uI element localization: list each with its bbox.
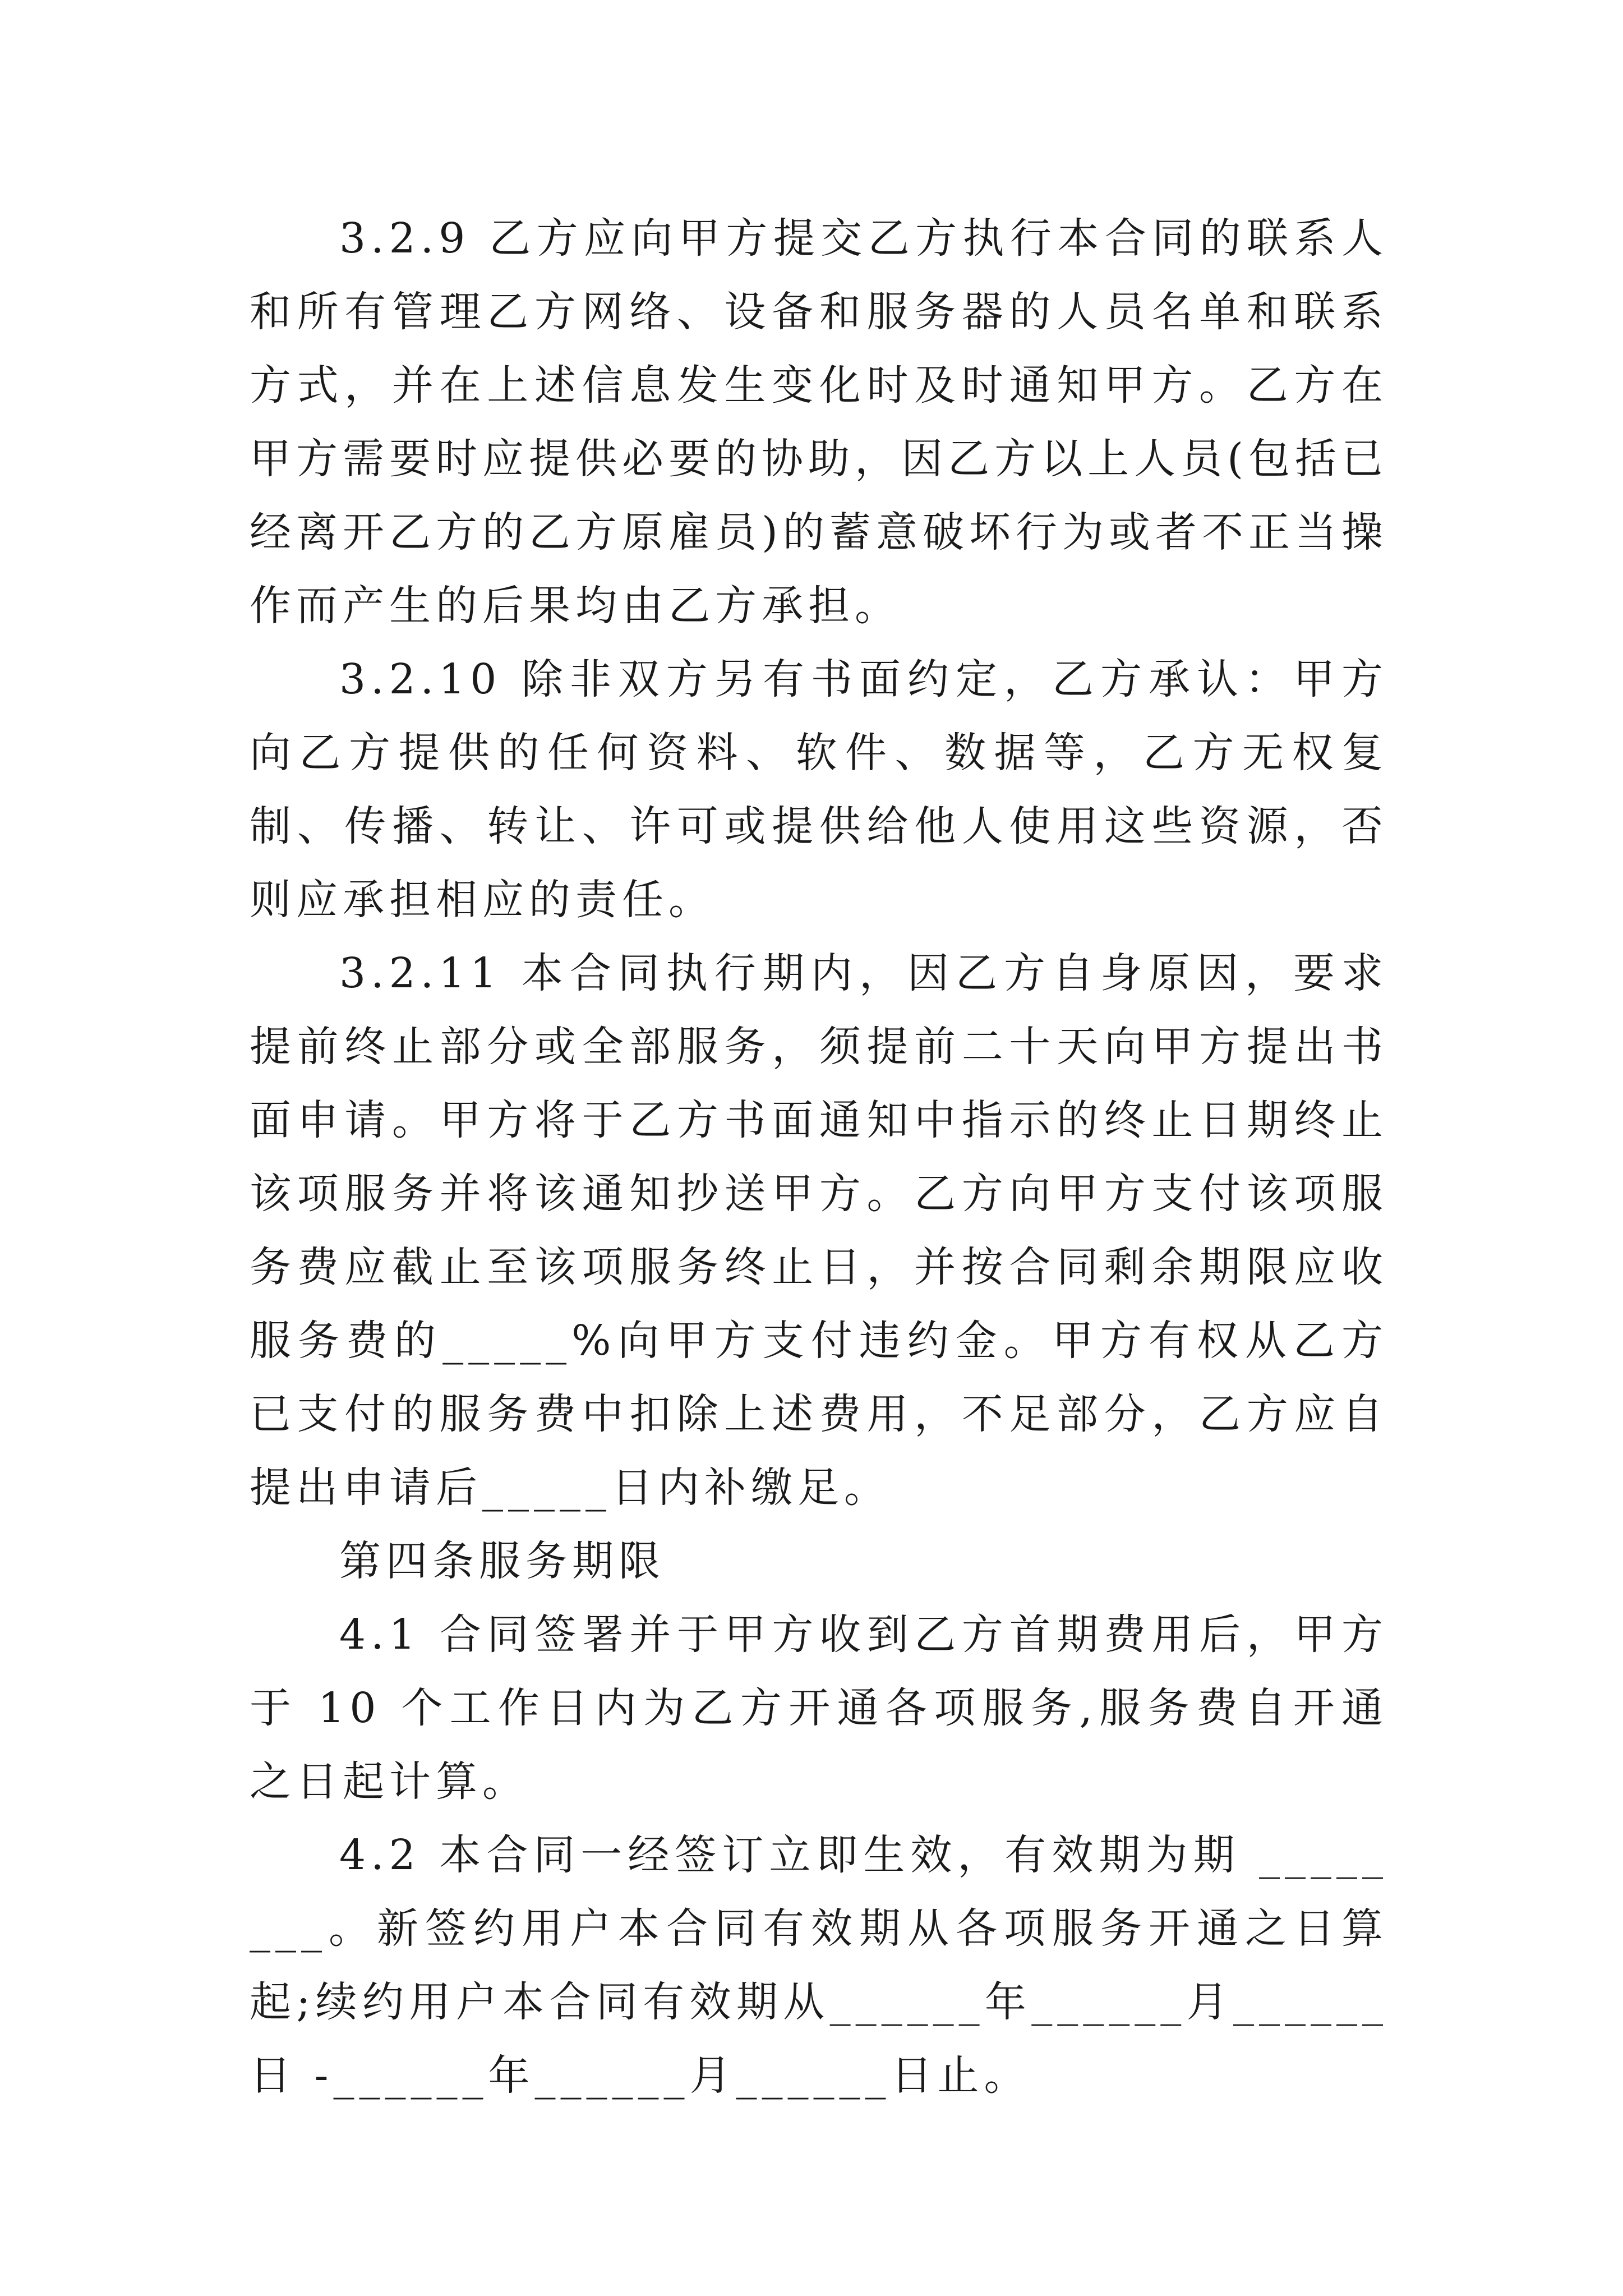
clause-3-2-11: 3.2.11 本合同执行期内，因乙方自身原因，要求提前终止部分或全部服务，须提前二十天向甲方提出书面申请。甲方将于乙方书面通知中指示的终止日期终止该项服务并将该通知抄送甲方。乙方向甲方支付该项服务费应截止至该项服务终止日，并按合同剩余期限应收服务费的_____%向甲方支付违约金。甲方有权从乙方已支付的服务费中扣除上述费用，不足部分，乙方应自提出申请后_____日内补缴足。 <box>250 949 1388 1512</box>
document-body <box>250 202 1388 2113</box>
clause-4-1: 4.1 合同签署并于甲方收到乙方首期费用后，甲方于 10 个工作日内为乙方开通各项服务,服务费自开通之日起计算。 <box>250 1611 1388 1806</box>
clause-3-2-9: 3.2.9 乙方应向甲方提交乙方执行本合同的联系人和所有管理乙方网络、设备和服务器的人员名单和联系方式，并在上述信息发生变化时及时通知甲方。乙方在甲方需要时应提供必要的协助，因乙方以上人员(包括已经离开乙方的乙方原雇员)的蓄意破坏行为或者不正当操作而产生的后果均由乙方承担。 <box>250 214 1388 630</box>
clause-3-2-10: 3.2.10 除非双方另有书面约定，乙方承认：甲方向乙方提供的任何资料、软件、数据等，乙方无权复制、传播、转让、许可或提供给他人使用这些资源，否则应承担相应的责任。 <box>250 655 1388 924</box>
section-heading-article-4: 第四条服务期限 <box>339 1537 665 1585</box>
clause-4-2: 4.2 本合同一经签订立即生效，有效期为期 ________。新签约用户本合同有效期从各项服务开通之日算起;续约用户本合同有效期从______年______月______日 -______年______月______日止。 <box>250 1831 1388 2100</box>
